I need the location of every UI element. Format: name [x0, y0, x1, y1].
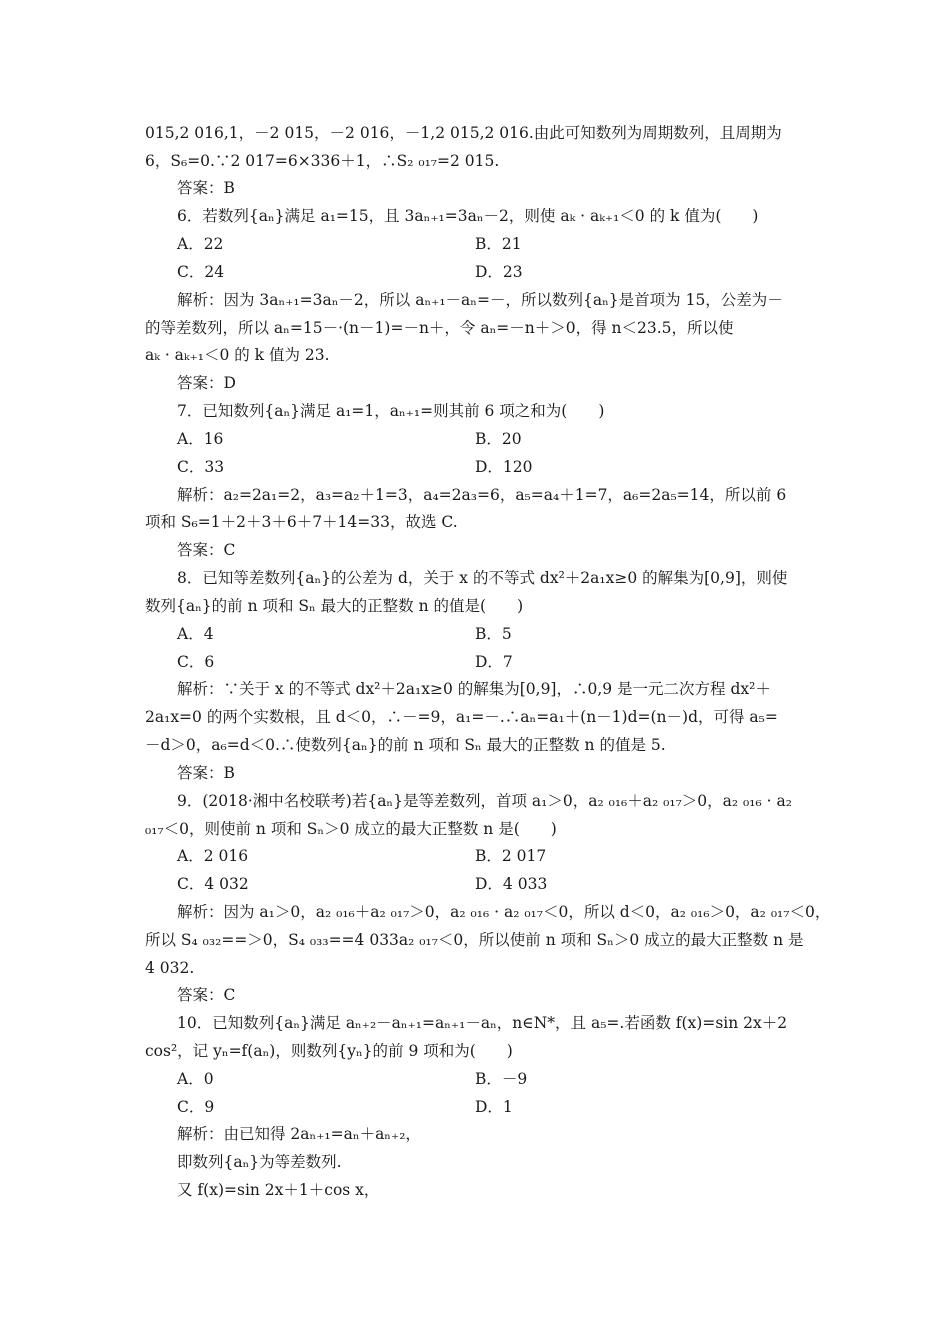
question-6: 6．若数列{aₙ}满足 a₁=15，且 3aₙ₊₁=3aₙ－2，则使 aₖ · aₖ₊₁＜0 的 k 值为( ) — [177, 207, 759, 225]
option-d: D．23 — [475, 263, 523, 281]
option-c: C．9 — [177, 1098, 215, 1116]
solution-line: aₖ · aₖ₊₁＜0 的 k 值为 23. — [145, 346, 330, 364]
text-line: 6，S₆=0.∵2 017=6×336＋1，∴S₂ ₀₁₇=2 015. — [145, 152, 500, 170]
question-8: 8．已知等差数列{aₙ}的公差为 d，关于 x 的不等式 dx²＋2a₁x≥0 的解集为[0,9]，则使 — [177, 569, 788, 587]
option-b: B．－9 — [475, 1070, 528, 1088]
solution-line: 项和 S₆=1＋2＋3＋6＋7＋14=33，故选 C. — [145, 513, 458, 531]
answer-line: 答案：B — [177, 179, 235, 197]
option-b: B．2 017 — [475, 847, 547, 865]
option-c: C．24 — [177, 263, 225, 281]
solution-line: －d＞0，a₆=d＜0.∴使数列{aₙ}的前 n 项和 Sₙ 最大的正整数 n 的值是 5. — [145, 736, 666, 754]
solution-line: 解析：因为 a₁＞0，a₂ ₀₁₆＋a₂ ₀₁₇＞0，a₂ ₀₁₆ · a₂ ₀₁₇＜0，所以 d＜0，a₂ ₀₁₆＞0，a₂ ₀₁₇＜0， — [177, 903, 831, 921]
option-c: C．6 — [177, 653, 215, 671]
answer-line: 答案：C — [177, 986, 236, 1004]
solution-line: 4 032. — [145, 959, 195, 977]
answer-line: 答案：C — [177, 541, 236, 559]
option-c: C．33 — [177, 458, 225, 476]
option-a: A．2 016 — [177, 847, 249, 865]
option-a: A．0 — [177, 1070, 214, 1088]
solution-line: 所以 S₄ ₀₃₂==＞0，S₄ ₀₃₃==4 033a₂ ₀₁₇＜0，所以使前 n 项和 Sₙ＞0 成立的最大正整数 n 是 — [145, 931, 804, 949]
question-10-cont: cos²，记 yₙ=f(aₙ)，则数列{yₙ}的前 9 项和为( ) — [145, 1042, 513, 1060]
option-b: B．21 — [475, 235, 522, 253]
option-b: B．5 — [475, 625, 512, 643]
answer-line: 答案：D — [177, 374, 236, 392]
question-9-cont: ₀₁₇＜0，则使前 n 项和 Sₙ＞0 成立的最大正整数 n 是( ) — [145, 820, 557, 838]
option-d: D．120 — [475, 458, 533, 476]
solution-line: 的等差数列，所以 aₙ=15－·(n－1)=－n＋，令 aₙ=－n＋＞0，得 n＜23.5，所以使 — [145, 319, 734, 337]
option-d: D．1 — [475, 1098, 513, 1116]
question-9: 9．(2018·湘中名校联考)若{aₙ}是等差数列，首项 a₁＞0，a₂ ₀₁₆＋a₂ ₀₁₇＞0，a₂ ₀₁₆ · a₂ — [177, 792, 792, 810]
option-c: C．4 032 — [177, 875, 249, 893]
question-10: 10．已知数列{aₙ}满足 aₙ₊₂－aₙ₊₁=aₙ₊₁－aₙ，n∈N*，且 a₅=.若函数 f(x)=sin 2x＋2 — [177, 1014, 788, 1032]
solution-line: 解析：由已知得 2aₙ₊₁=aₙ＋aₙ₊₂， — [177, 1125, 421, 1143]
solution-line: 又 f(x)=sin 2x＋1＋cos x， — [177, 1181, 380, 1199]
solution-line: 即数列{aₙ}为等差数列. — [177, 1153, 342, 1171]
question-8-cont: 数列{aₙ}的前 n 项和 Sₙ 最大的正整数 n 的值是( ) — [145, 597, 524, 615]
option-d: D．4 033 — [475, 875, 548, 893]
solution-line: 解析：a₂=2a₁=2，a₃=a₂＋1=3，a₄=2a₃=6，a₅=a₄＋1=7，a₆=2a₅=14，所以前 6 — [177, 486, 787, 504]
solution-line: 2a₁x=0 的两个实数根，且 d＜0，∴－=9，a₁=－.∴aₙ=a₁＋(n－1)d=(n－)d，可得 a₅= — [145, 708, 778, 726]
option-d: D．7 — [475, 653, 513, 671]
option-a: A．22 — [177, 235, 224, 253]
question-7: 7．已知数列{aₙ}满足 a₁=1，aₙ₊₁=则其前 6 项之和为( ) — [177, 402, 605, 420]
option-a: A．16 — [177, 430, 224, 448]
solution-line: 解析：因为 3aₙ₊₁=3aₙ－2，所以 aₙ₊₁－aₙ=－，所以数列{aₙ}是首项为 15，公差为－ — [177, 291, 783, 309]
option-b: B．20 — [475, 430, 522, 448]
answer-line: 答案：B — [177, 764, 235, 782]
solution-line: 解析：∵关于 x 的不等式 dx²＋2a₁x≥0 的解集为[0,9]，∴0,9 是一元二次方程 dx²＋ — [177, 680, 771, 698]
option-a: A．4 — [177, 625, 214, 643]
text-line: 015,2 016,1，－2 015，－2 016，－1,2 015,2 016.由此可知数列为周期数列，且周期为 — [145, 124, 782, 142]
